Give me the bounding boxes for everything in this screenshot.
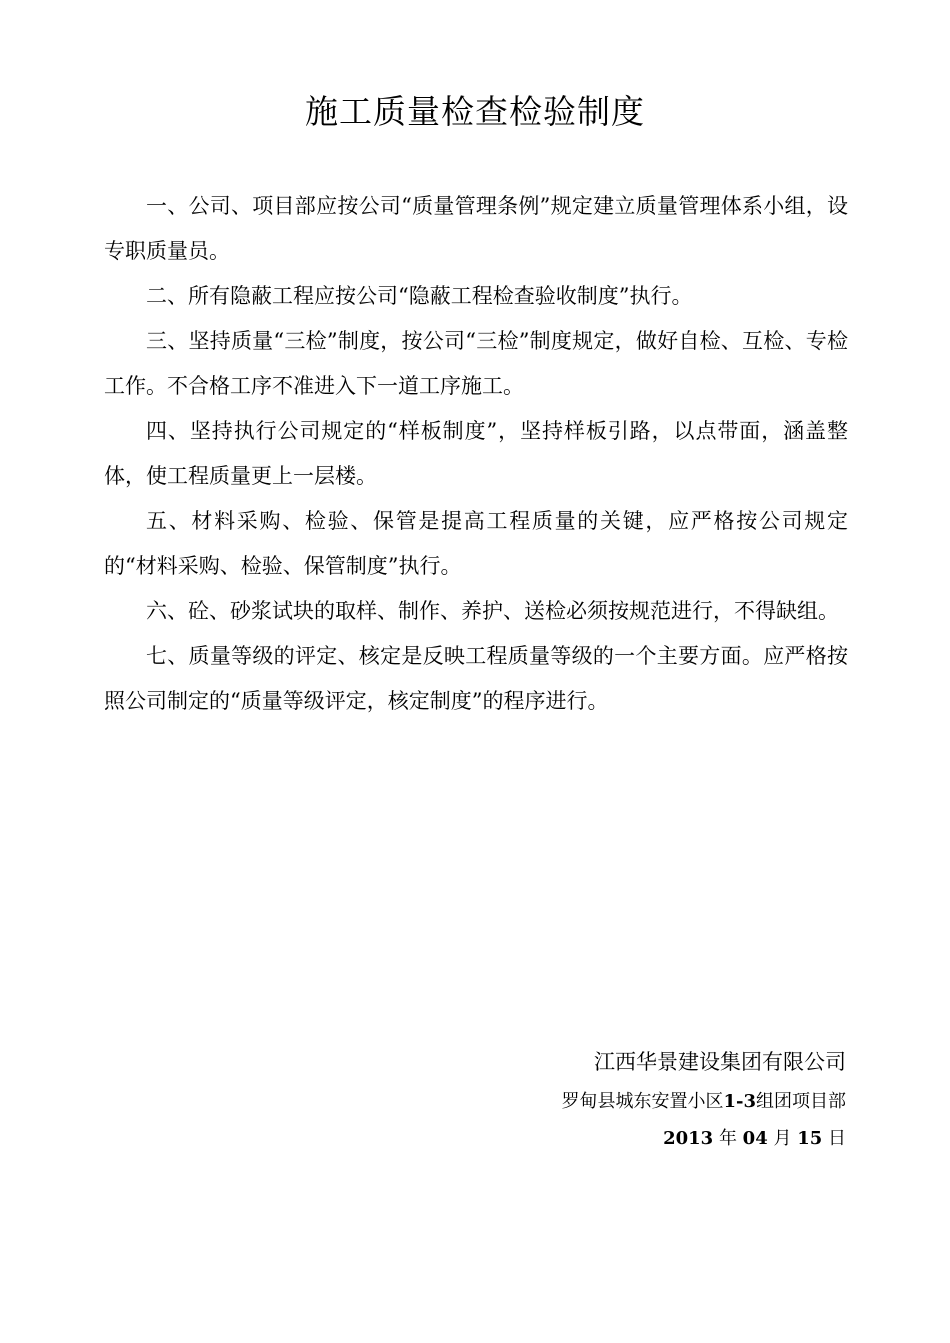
- date-year-unit: 年: [718, 1128, 737, 1149]
- company-name: 江西华景建设集团有限公司: [594, 1050, 846, 1074]
- paragraph-5: 五、材料采购、检验、保管是提高工程质量的关键，应严格按公司规定的“材料采购、检验、保管制度”执行。: [104, 509, 848, 578]
- date-year: 2013: [663, 1128, 714, 1149]
- signature-block: [561, 1040, 846, 1158]
- paragraph-2: 二、所有隐蔽工程应按公司“隐蔽工程检查验收制度”执行。: [146, 284, 693, 308]
- dept-suffix: 组团项目部: [756, 1091, 846, 1112]
- paragraph-1: 一、公司、项目部应按公司“质量管理条例”规定建立质量管理体系小组，设专职质量员。: [104, 194, 848, 263]
- signature-date: [561, 1120, 846, 1158]
- page-title: 施工质量检查检验制度: [305, 92, 645, 131]
- date-month-unit: 月: [773, 1128, 792, 1149]
- document-body: [104, 184, 848, 724]
- date-day-unit: 日: [828, 1128, 846, 1149]
- date-day: 15: [797, 1128, 823, 1149]
- paragraph-4: 四、坚持执行公司规定的“样板制度”，坚持样板引路，以点带面，涵盖整体，使工程质量更上一层楼。: [104, 419, 848, 488]
- date-month: 04: [742, 1128, 768, 1149]
- paragraph-6: 六、砼、砂浆试块的取样、制作、养护、送检必须按规范进行，不得缺组。: [146, 599, 839, 623]
- paragraph-3: 三、坚持质量“三检”制度，按公司“三检”制度规定，做好自检、互检、专检工作。不合格工序不准进入下一道工序施工。: [104, 329, 848, 398]
- project-department: [561, 1084, 846, 1120]
- paragraph-7: 七、质量等级的评定、核定是反映工程质量等级的一个主要方面。应严格按照公司制定的“质量等级评定，核定制度”的程序进行。: [104, 644, 848, 713]
- dept-prefix: 罗甸县城东安置小区: [561, 1091, 724, 1112]
- dept-number: 1-3: [723, 1091, 756, 1112]
